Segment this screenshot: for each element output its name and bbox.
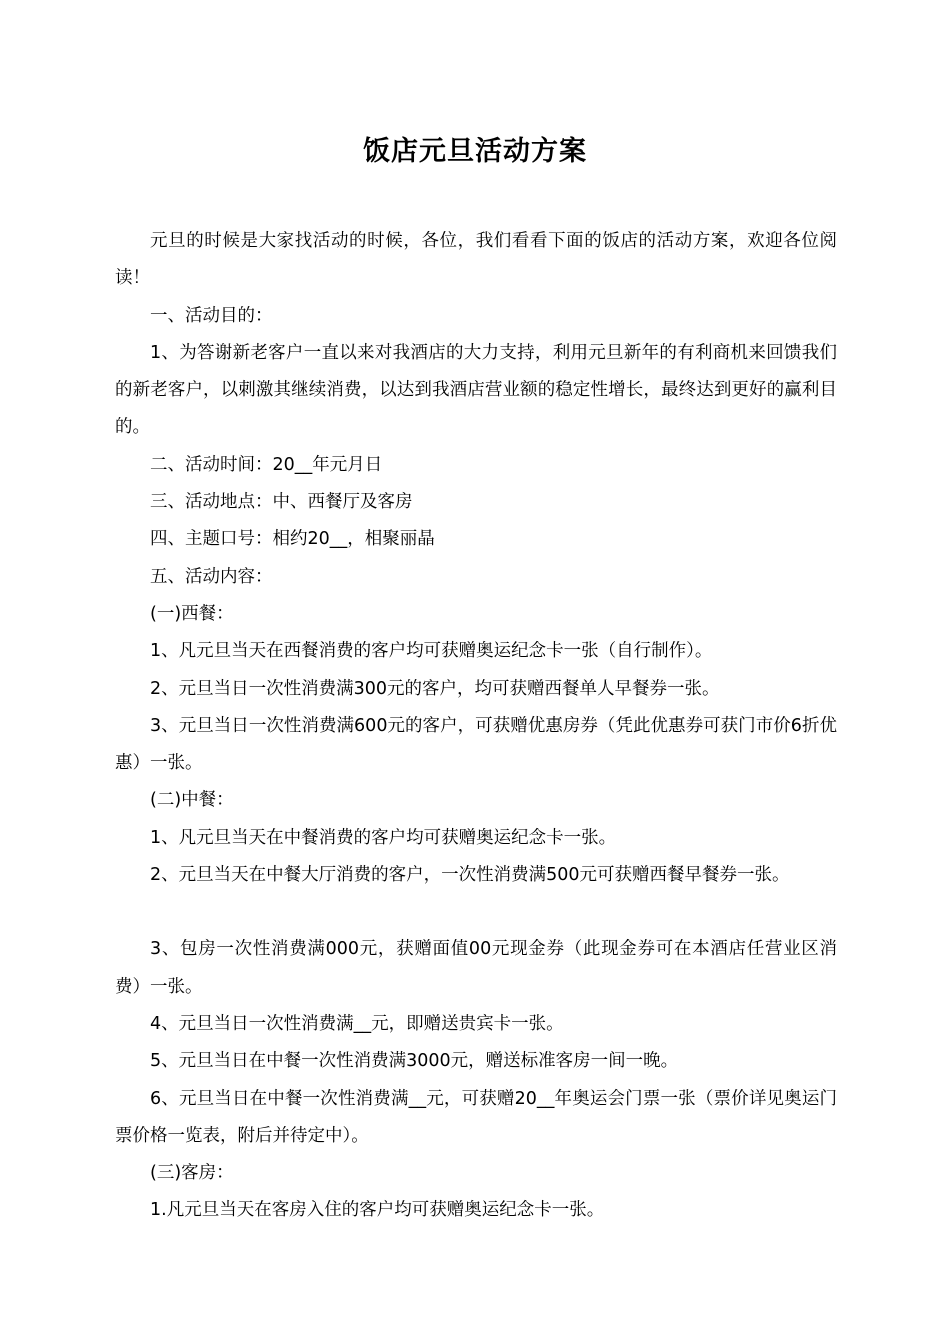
list-item: 1、凡元旦当天在西餐消费的客户均可获赠奥运纪念卡一张（自行制作）。 — [150, 641, 713, 662]
list-item: 4、元旦当日一次性消费满__元，即赠送贵宾卡一张。 — [150, 1013, 564, 1034]
list-item: 3、元旦当日一次性消费满600元的客户，可获赠优惠房券（凭此优惠券可获门市价6折优惠）一张。 — [115, 715, 837, 774]
section-heading-location: 三、活动地点：中、西餐厅及客房 — [150, 492, 413, 513]
list-item: 1.凡元旦当天在客房入住的客户均可获赠奥运纪念卡一张。 — [150, 1200, 605, 1221]
list-item: 6、元旦当日在中餐一次性消费满__元，可获赠20__年奥运会门票一张（票价详见奥运门票价格一览表，附后并待定中）。 — [115, 1088, 837, 1146]
subsection-heading-western: (一)西餐： — [150, 603, 234, 624]
purpose-item: 1、为答谢新老客户一直以来对我酒店的大力支持，利用元旦新年的有利商机来回馈我们的新老客户，以刺激其继续消费，以达到我酒店营业额的稳定性增长，最终达到更好的赢利目的。 — [115, 342, 837, 438]
section-heading-slogan: 四、主题口号：相约20__，相聚丽晶 — [150, 529, 435, 550]
subsection-heading-chinese: (二)中餐： — [150, 790, 234, 811]
document-body — [115, 223, 837, 1230]
list-item: 5、元旦当日在中餐一次性消费满3000元，赠送标准客房一间一晚。 — [150, 1051, 679, 1072]
list-item: 1、凡元旦当天在中餐消费的客户均可获赠奥运纪念卡一张。 — [150, 827, 617, 848]
list-item: 3、包房一次性消费满000元，获赠面值00元现金券（此现金券可在本酒店任营业区消费）一张。 — [115, 939, 837, 997]
intro-paragraph: 元旦的时候是大家找活动的时候，各位，我们看看下面的饭店的活动方案，欢迎各位阅读！ — [115, 231, 837, 289]
section-heading-purpose: 一、活动目的： — [150, 305, 273, 326]
subsection-heading-rooms: (三)客房： — [150, 1163, 234, 1184]
list-item: 2、元旦当日一次性消费满300元的客户，均可获赠西餐单人早餐券一张。 — [150, 678, 720, 699]
document-title: 饭店元旦活动方案 — [363, 136, 587, 167]
list-item: 2、元旦当天在中餐大厅消费的客户，一次性消费满500元可获赠西餐早餐券一张。 — [150, 865, 790, 886]
section-heading-content: 五、活动内容： — [150, 566, 273, 587]
section-heading-time: 二、活动时间：20__年元月日 — [150, 454, 383, 475]
